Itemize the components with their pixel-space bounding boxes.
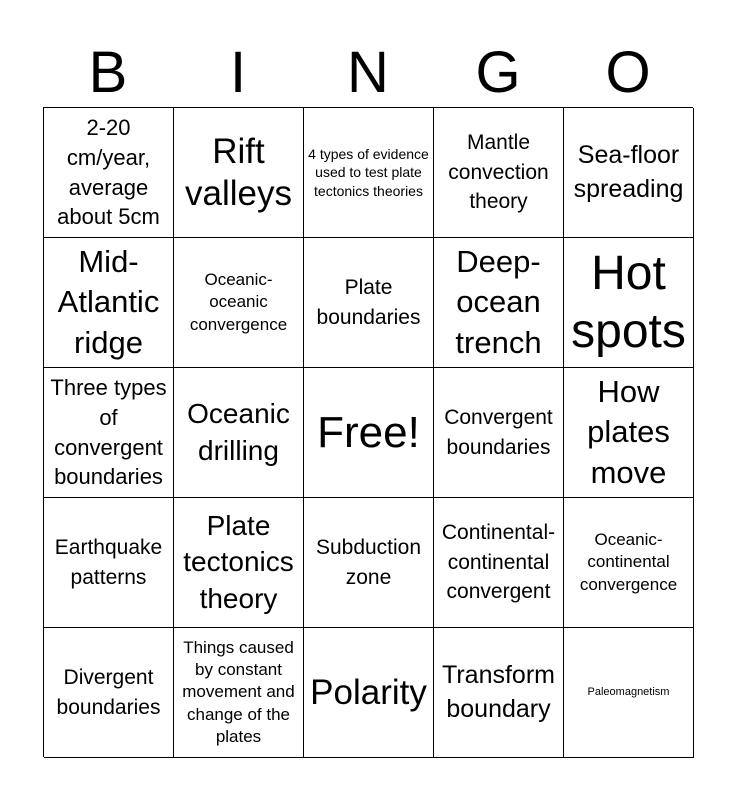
cell-text: Oceanic drilling bbox=[187, 398, 290, 466]
cell-text: Deep-ocean trench bbox=[455, 244, 542, 360]
cell-text: Plate tectonics theory bbox=[183, 509, 294, 614]
header-letter-i: I bbox=[229, 40, 247, 105]
cell-text: Mid-Atlantic ridge bbox=[57, 244, 160, 360]
bingo-cell[interactable] bbox=[44, 498, 174, 628]
cell-text: Divergent boundaries bbox=[56, 666, 161, 719]
bingo-cell[interactable] bbox=[44, 368, 174, 498]
cell-text: 2-20 cm/year, average about 5cm bbox=[57, 115, 160, 230]
cell-text: Oceanic-oceanic convergence bbox=[189, 270, 288, 334]
bingo-cell[interactable] bbox=[564, 238, 694, 368]
bingo-cell[interactable] bbox=[304, 238, 434, 368]
cell-text: Sea-floor spreading bbox=[573, 140, 684, 203]
bingo-cell[interactable] bbox=[174, 628, 304, 758]
bingo-cell[interactable] bbox=[434, 108, 564, 238]
cell-text: Convergent boundaries bbox=[444, 406, 553, 459]
bingo-cell[interactable] bbox=[304, 108, 434, 238]
cell-text: Three types of convergent boundaries bbox=[50, 375, 167, 490]
bingo-cell[interactable] bbox=[434, 238, 564, 368]
cell-text: Oceanic-continental convergence bbox=[579, 530, 678, 594]
cell-text: Mantle convection theory bbox=[448, 131, 549, 214]
header-letter-n: N bbox=[347, 40, 389, 105]
cell-text: Subduction zone bbox=[315, 536, 422, 589]
bingo-cell[interactable] bbox=[174, 238, 304, 368]
cell-text: Things caused by constant movement and change of the plates bbox=[182, 638, 295, 746]
cell-text: 4 types of evidence used to test plate tectonics theories bbox=[308, 146, 429, 199]
bingo-cell[interactable] bbox=[564, 498, 694, 628]
bingo-cell[interactable] bbox=[44, 238, 174, 368]
bingo-cell[interactable] bbox=[174, 498, 304, 628]
bingo-cell[interactable] bbox=[44, 108, 174, 238]
cell-text: Transform boundary bbox=[442, 660, 555, 723]
cell-text: Earthquake patterns bbox=[54, 536, 163, 589]
bingo-cell[interactable] bbox=[304, 498, 434, 628]
bingo-cell[interactable] bbox=[434, 368, 564, 498]
bingo-cell[interactable] bbox=[564, 368, 694, 498]
bingo-cell[interactable] bbox=[434, 498, 564, 628]
bingo-cell[interactable] bbox=[174, 108, 304, 238]
cell-text: How plates move bbox=[587, 374, 670, 490]
cell-text: Plate boundaries bbox=[316, 276, 421, 329]
bingo-grid bbox=[43, 107, 693, 757]
bingo-cell[interactable] bbox=[564, 628, 694, 758]
bingo-cell[interactable] bbox=[174, 368, 304, 498]
header-letter-o: O bbox=[605, 40, 651, 105]
bingo-cell[interactable] bbox=[564, 108, 694, 238]
header-letter-g: G bbox=[475, 40, 521, 105]
bingo-header bbox=[43, 40, 693, 106]
bingo-cell[interactable] bbox=[44, 628, 174, 758]
cell-text: Continental-continental convergent bbox=[441, 521, 556, 604]
cell-text: Hot spots bbox=[571, 246, 686, 358]
free-space-text: Free! bbox=[317, 407, 420, 457]
cell-text: Rift valleys bbox=[185, 131, 292, 213]
bingo-cell[interactable] bbox=[304, 628, 434, 758]
cell-text: Polarity bbox=[310, 672, 427, 712]
bingo-cell[interactable] bbox=[434, 628, 564, 758]
free-space-cell[interactable] bbox=[304, 368, 434, 498]
header-letter-b: B bbox=[88, 40, 128, 105]
cell-text: Paleomagnetism bbox=[587, 685, 670, 698]
